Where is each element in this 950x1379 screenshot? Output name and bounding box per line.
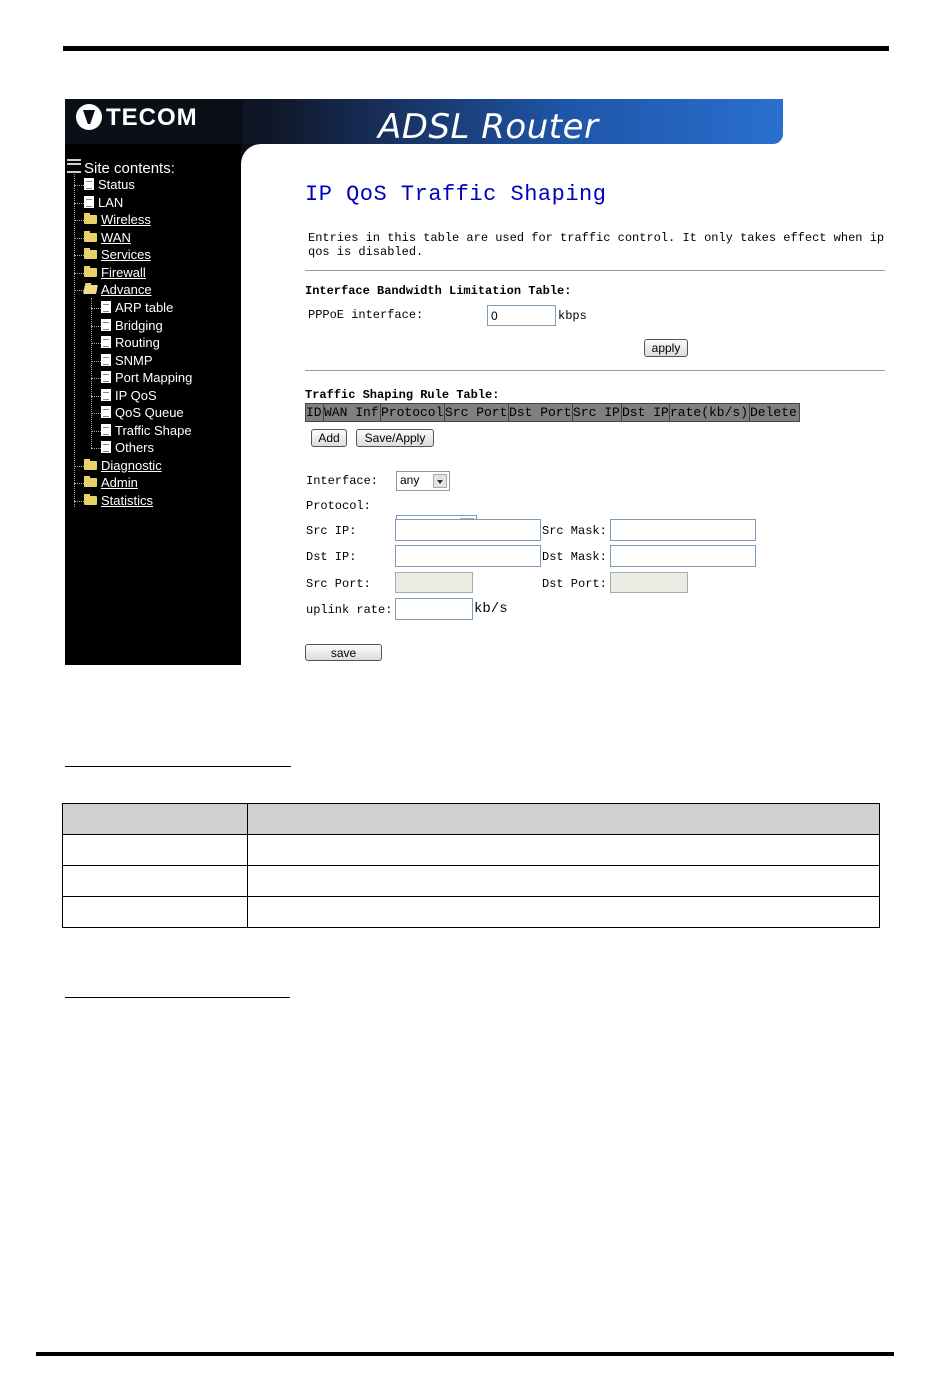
sidebar-item-firewall[interactable]: Firewall bbox=[84, 265, 146, 281]
top-rule bbox=[63, 46, 889, 51]
col-protocol: Protocol bbox=[381, 405, 444, 420]
uplink-rate-input[interactable] bbox=[395, 598, 473, 620]
sidebar-item-others[interactable]: Others bbox=[101, 440, 154, 456]
page-icon bbox=[101, 301, 111, 313]
table-cell bbox=[63, 897, 248, 928]
col-id: ID bbox=[306, 404, 324, 421]
dst-port-input bbox=[610, 572, 688, 593]
dst-ip-label: Dst IP: bbox=[306, 550, 357, 564]
sidebar-item-routing[interactable]: Routing bbox=[101, 335, 160, 351]
col-dst-ip: Dst IP bbox=[622, 405, 669, 420]
sidebar-item-snmp[interactable]: SNMP bbox=[101, 353, 153, 369]
sidebar-item-lan[interactable]: LAN bbox=[84, 195, 123, 211]
pppoe-unit-label: kbps bbox=[558, 309, 587, 323]
sidebar-item-qos-queue[interactable]: QoS Queue bbox=[101, 405, 184, 421]
page-icon bbox=[84, 178, 94, 190]
folder-icon bbox=[84, 215, 97, 224]
bottom-rule bbox=[36, 1352, 894, 1356]
sidebar-item-diagnostic[interactable]: Diagnostic bbox=[84, 458, 162, 474]
sidebar-item-bridging[interactable]: Bridging bbox=[101, 318, 163, 334]
tree-line bbox=[91, 298, 92, 448]
src-mask-label: Src Mask: bbox=[542, 524, 607, 538]
col-src-ip: Src IP bbox=[573, 404, 622, 421]
uplink-rate-unit: kb/s bbox=[474, 601, 508, 617]
dst-port-label: Dst Port: bbox=[542, 577, 607, 591]
save-button[interactable]: save bbox=[305, 644, 382, 661]
folder-icon bbox=[84, 250, 97, 259]
sidebar-item-admin[interactable]: Admin bbox=[84, 475, 138, 491]
divider bbox=[305, 270, 885, 271]
col-src-port: Src Port bbox=[445, 405, 508, 420]
divider bbox=[305, 370, 885, 371]
site-tree bbox=[65, 158, 241, 538]
table-cell bbox=[63, 866, 248, 897]
logo-text: TECOM bbox=[106, 104, 198, 131]
dst-mask-label: Dst Mask: bbox=[542, 550, 607, 564]
rule-table-header bbox=[305, 403, 800, 422]
interface-select-value: any bbox=[400, 473, 420, 487]
folder-icon bbox=[84, 461, 97, 470]
sidebar-item-port-mapping[interactable]: Port Mapping bbox=[101, 370, 192, 386]
page-icon bbox=[101, 424, 111, 436]
table-cell bbox=[63, 835, 248, 866]
page-icon bbox=[101, 354, 111, 366]
sidebar-item-ip-qos[interactable]: IP QoS bbox=[101, 388, 157, 404]
page-icon bbox=[101, 371, 111, 383]
table-row bbox=[63, 866, 880, 897]
apply-button[interactable]: apply bbox=[644, 339, 688, 357]
src-port-input bbox=[395, 572, 473, 593]
col-rate: rate(kb/s) bbox=[670, 405, 749, 420]
table-header-cell bbox=[248, 804, 880, 835]
open-folder-icon bbox=[83, 285, 98, 294]
chevron-down-icon bbox=[433, 474, 447, 488]
col-wan-inf: WAN Inf bbox=[324, 404, 381, 421]
src-port-label: Src Port: bbox=[306, 577, 371, 591]
sidebar-item-wireless[interactable]: Wireless bbox=[84, 212, 151, 228]
table-cell bbox=[248, 835, 880, 866]
folder-icon bbox=[84, 496, 97, 505]
table-header-row bbox=[63, 804, 880, 835]
tecom-logo-icon bbox=[76, 104, 102, 130]
folder-icon bbox=[84, 478, 97, 487]
sidebar-item-arp-table[interactable]: ARP table bbox=[101, 300, 173, 316]
rule-section-title: Traffic Shaping Rule Table: bbox=[305, 388, 500, 402]
section-underline bbox=[65, 766, 291, 767]
folder-icon bbox=[84, 268, 97, 277]
col-delete: Delete bbox=[750, 405, 797, 420]
table-row bbox=[63, 897, 880, 928]
src-ip-input[interactable] bbox=[395, 519, 541, 541]
page-description: Entries in this table are used for traffic control. It only takes effect when ip qos is disabled. bbox=[308, 231, 885, 259]
page-icon bbox=[101, 336, 111, 348]
product-title: ADSL Router bbox=[378, 107, 599, 147]
src-ip-label: Src IP: bbox=[306, 524, 357, 538]
save-apply-button[interactable]: Save/Apply bbox=[356, 429, 434, 447]
folder-icon bbox=[84, 233, 97, 242]
site-contents-icon bbox=[67, 159, 81, 173]
page-icon bbox=[101, 389, 111, 401]
table-cell bbox=[248, 897, 880, 928]
table-row bbox=[63, 835, 880, 866]
sidebar-item-status[interactable]: Status bbox=[84, 177, 135, 193]
col-dst-port: Dst Port bbox=[509, 405, 572, 420]
page-icon bbox=[84, 196, 94, 208]
table-cell bbox=[248, 866, 880, 897]
uplink-rate-label: uplink rate: bbox=[306, 603, 393, 617]
sidebar-item-statistics[interactable]: Statistics bbox=[84, 493, 153, 509]
interface-select[interactable] bbox=[396, 471, 450, 491]
page-icon bbox=[101, 406, 111, 418]
page-icon bbox=[101, 319, 111, 331]
bandwidth-section-title: Interface Bandwidth Limitation Table: bbox=[305, 284, 572, 298]
sidebar-root[interactable]: Site contents: bbox=[67, 159, 175, 177]
protocol-label: Protocol: bbox=[306, 499, 371, 513]
sidebar-item-traffic-shape[interactable]: Traffic Shape bbox=[101, 423, 192, 439]
add-button[interactable]: Add bbox=[311, 429, 347, 447]
pppoe-bandwidth-input[interactable] bbox=[487, 305, 556, 326]
table-header-cell bbox=[63, 804, 248, 835]
page-icon bbox=[101, 441, 111, 453]
src-mask-input[interactable] bbox=[610, 519, 756, 541]
content-corner bbox=[241, 144, 271, 164]
interface-label: Interface: bbox=[306, 474, 379, 488]
dst-ip-input[interactable] bbox=[395, 545, 541, 567]
section-underline bbox=[65, 997, 290, 998]
tree-line bbox=[74, 172, 75, 507]
sidebar-item-services[interactable]: Services bbox=[84, 247, 151, 263]
page-title: IP QoS Traffic Shaping bbox=[305, 182, 607, 207]
parameter-table bbox=[62, 803, 880, 928]
sidebar-item-wan[interactable]: WAN bbox=[84, 230, 131, 246]
sidebar-item-advance[interactable]: Advance bbox=[84, 282, 152, 298]
dst-mask-input[interactable] bbox=[610, 545, 756, 567]
pppoe-interface-label: PPPoE interface: bbox=[308, 308, 424, 322]
